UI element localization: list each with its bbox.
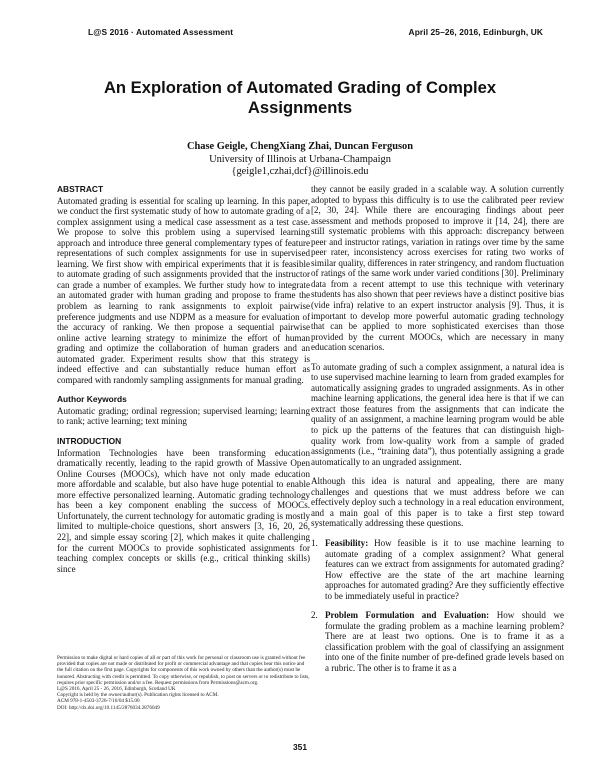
list-item-text: How feasible is it to use machine learning to automate grading of a complex assignment? What general features can we extract from assignments for automated grading? How effective are the state of the art machine learning approaches for automated grading? Are they sufficiently effective to be immediately useful in practice? bbox=[325, 537, 564, 601]
abstract-text: Automated grading is essential for scaling up learning. In this paper, we conduct the first systematic study of how to automate grading of a complex assignment using a medical case assessment as a test case. We propose to solve this problem using a supervised learning approach and introduce three general complementary types of feature representations of such complex assignments for use in supervised learning. We first show with empirical experiments that it is feasible to automate grading of such assignments provided that the instructor can grade a number of examples. We further study how to integrate an automated grader with human grading and propose to frame the problem as learning to rank assignments to exploit pairwise preference judgments and use NDPM as a measure for evaluation of the accuracy of ranking. We then propose a sequential pairwise online active learning strategy to minimize the effort of human grading and optimize the collaboration of human graders and an automated grader. Experiment results show that this strategy is indeed effective and can substantially reduce human effort as compared with randomly sampling assignments for manual grading. bbox=[57, 195, 310, 385]
permission-notice: Permission to make digital or hard copies of all or part of this work for personal or classroom use is granted without fee provided that copies are not made or distributed for profit or commercial advantage and that copies bear this notice and the full citation on the first page. Copyrights for components of this work owned by others than the author(s) must be honored. Abstracting with credit is permitted. To copy otherwise, or republish, to post on servers or to redistribute to lists, requires prior specific permission and/or a fee. Request permissions from Permissions@acm.org. bbox=[57, 655, 310, 686]
list-item-label: Problem Formulation and Evaluation: bbox=[325, 610, 490, 621]
running-header-left: L@S 2016 · Automated Assessment bbox=[88, 27, 234, 37]
running-header-right: April 25–26, 2016, Edinburgh, UK bbox=[408, 27, 543, 37]
paper-title: An Exploration of Automated Grading of Complex Assignments bbox=[103, 78, 497, 117]
keywords-text: Automatic grading; ordinal regression; supervised learning; learning to rank; active learning; text mining bbox=[57, 405, 310, 427]
body-paragraph-3: Although this idea is natural and appealing, there are many challenges and questions that we must address before we can effectively deploy such a technology in a real education environment, and a main goal of this paper is to take a first step toward systematically addressing these questions. bbox=[311, 476, 564, 529]
question-list bbox=[311, 538, 564, 674]
list-item-text: How should we formulate the grading problem as a machine learning problem? There are at least two options. One is to frame it as a classification problem with the goal of classifying an assignment into one of the finite number of pre-defined grade levels based on a rubric. The other is to frame it as a bbox=[325, 610, 564, 673]
list-item-label: Feasibility: bbox=[325, 537, 369, 548]
list-item-body bbox=[325, 610, 564, 673]
conference-line: L@S 2016, April 25 - 26, 2016, Edinburgh, Scotland UK bbox=[57, 686, 176, 693]
author-affiliation: University of Illinois at Urbana-Champaign bbox=[209, 153, 391, 165]
page-number: 351 bbox=[293, 742, 307, 752]
copyright-footnote bbox=[57, 655, 310, 711]
list-item bbox=[311, 538, 564, 601]
introduction-heading: INTRODUCTION bbox=[57, 436, 122, 447]
list-item-number: 1. bbox=[311, 537, 318, 548]
author-emails: {geigle1,czhai,dcf}@illinois.edu bbox=[231, 166, 369, 178]
doi-line: DOI: http://dx.doi.org/10.1145/2876034.2876049 bbox=[57, 704, 160, 711]
abstract-heading: ABSTRACT bbox=[57, 184, 104, 194]
body-paragraph-2: To automate grading of such a complex assignment, a natural idea is to use supervised machine learning to learn from graded examples for automatically assigning grades to ungraded assignments. As in other machine learning applications, the general idea here is that if we can extract those features from the assignments that can indicate the quality of an assignment, a machine learning program would be able to pick up the patterns of the features that can distinguish high-quality work from low-quality work from a sample of graded assignments (i.e., “training data”), thus potentially assigning a grade automatically to an ungraded assignment. bbox=[311, 361, 564, 467]
left-column bbox=[57, 184, 310, 583]
list-item-number: 2. bbox=[311, 610, 318, 621]
introduction-text: Information Technologies have been transforming education dramatically recently, leading to the rapid growth of Massive Open Online Courses (MOOCs), which have not only made education more affordable and scalable, but also have huge potential to enable more effective personalized learning. Automatic grading technology has been a key component enabling the success of MOOCs. Unfortunately, the current technology for automatic grading is mostly limited to multiple-choice questions, short answers [3, 16, 20, 26, 22], and simple essay scoring [2], which makes it quite challenging for the current MOOCs to provide sophisticated assignments for teaching complex concepts or skills (e.g., critical thinking skills) since bbox=[57, 447, 310, 574]
author-block bbox=[60, 141, 540, 179]
right-column bbox=[311, 184, 564, 683]
keywords-heading: Author Keywords bbox=[57, 394, 127, 405]
body-paragraph-1: they cannot be easily graded in a scalable way. A solution currently adopted to bypass this difficulty is to use the calibrated peer review [2, 30, 24]. While there are encouraging findings about peer assessment and methods proposed to improve it [14, 24], there are still systematic problems with this approach: discrepancy between peer and instructor ratings, variation in ratings over time by the same peer rater, inconsistency across exercises for rating two works of similar quality, differences in rater stringency, and random fluctuation of ratings of the same work under varied conditions [30]. Preliminary data from a recent attempt to use this technique with veterinary students has also shown that peer reviews have a distinct positive bias (vide infra) relative to an expert instructor analysis [9]. Thus, it is important to develop more powerful automatic grading technology that can be applied to more sophisticated exercises than those provided by the current MOOCs, which are necessary in many education scenarios. bbox=[311, 184, 565, 353]
list-item bbox=[311, 610, 564, 673]
list-item-body bbox=[325, 538, 564, 601]
author-names: Chase Geigle, ChengXiang Zhai, Duncan Ferguson bbox=[186, 141, 414, 152]
isbn-line: ACM 978-1-4503-3726-7/16/04 $15.00 bbox=[57, 698, 140, 705]
copyright-line: Copyright is held by the owner/author(s). Publication rights licensed to ACM. bbox=[57, 692, 219, 699]
